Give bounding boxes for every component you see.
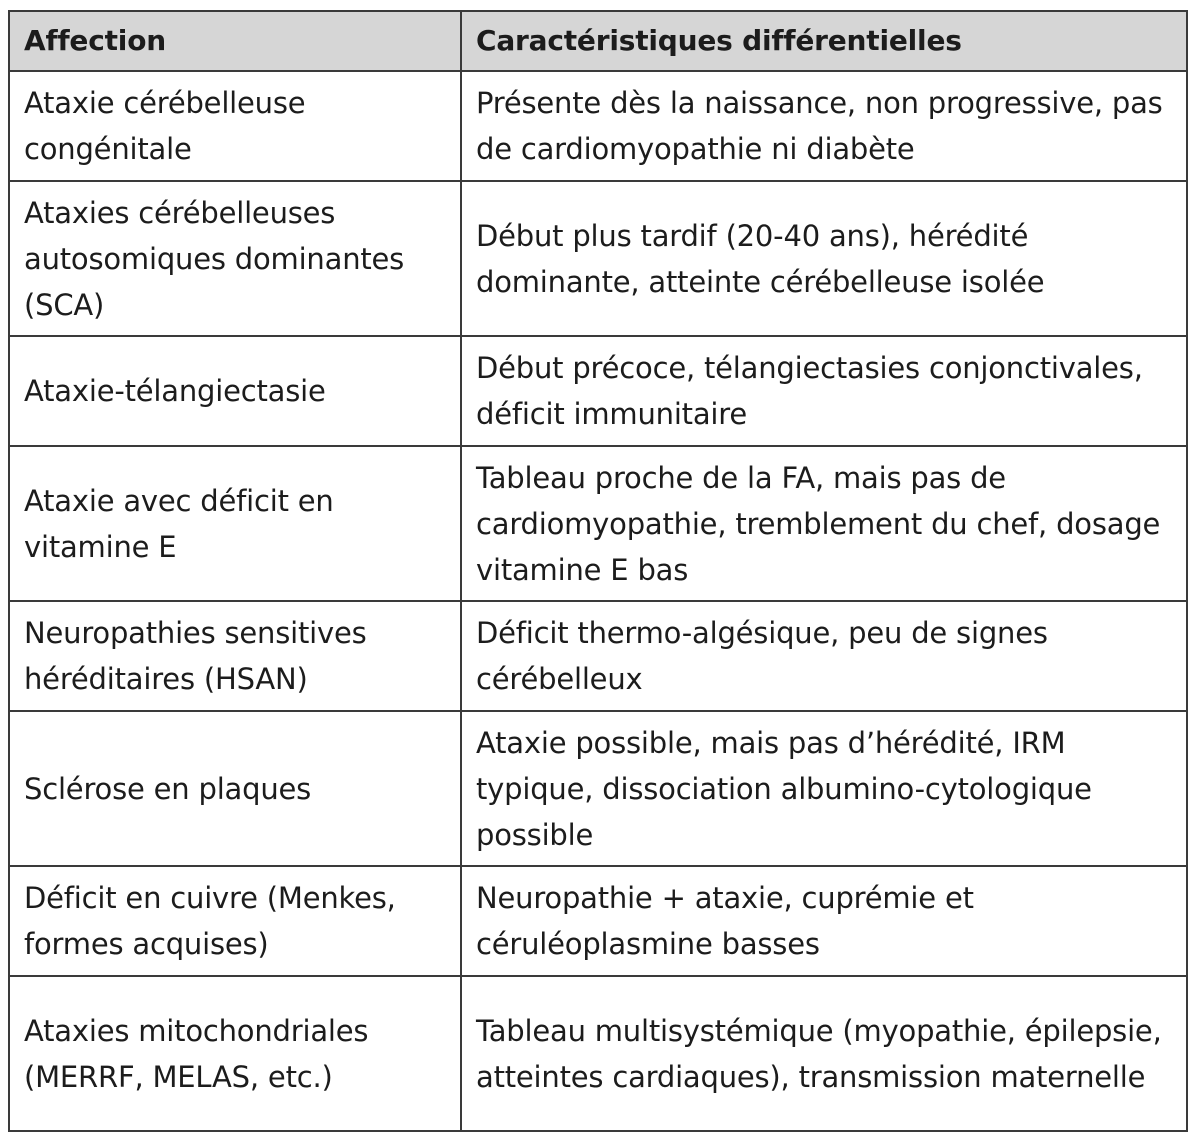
table-row (9, 601, 1187, 711)
differential-table-container (8, 10, 1188, 1132)
table-row (9, 446, 1187, 601)
cell-affection: Ataxie cérébelleuse congénitale (9, 71, 461, 181)
cell-characteristics: Ataxie possible, mais pas d’hérédité, IRM typique, dissociation albumino-cytologique possible (461, 711, 1187, 866)
cell-characteristics: Début précoce, télangiectasies conjonctivales, déficit immunitaire (461, 336, 1187, 446)
cell-affection: Ataxie avec déficit en vitamine E (9, 446, 461, 601)
cell-characteristics: Tableau multisystémique (myopathie, épilepsie, atteintes cardiaques), transmission maternelle (461, 976, 1187, 1131)
column-header-characteristics: Caractéristiques différentielles (461, 11, 1187, 71)
cell-characteristics: Début plus tardif (20-40 ans), hérédité dominante, atteinte cérébelleuse isolée (461, 181, 1187, 336)
cell-characteristics: Présente dès la naissance, non progressive, pas de cardiomyopathie ni diabète (461, 71, 1187, 181)
cell-affection: Ataxie-télangiectasie (9, 336, 461, 446)
table-row (9, 866, 1187, 976)
column-header-affection: Affection (9, 11, 461, 71)
cell-characteristics: Neuropathie + ataxie, cuprémie et céruléoplasmine basses (461, 866, 1187, 976)
cell-characteristics: Tableau proche de la FA, mais pas de cardiomyopathie, tremblement du chef, dosage vitamine E bas (461, 446, 1187, 601)
table-row (9, 976, 1187, 1131)
cell-affection: Déficit en cuivre (Menkes, formes acquises) (9, 866, 461, 976)
table-row (9, 71, 1187, 181)
table-row (9, 336, 1187, 446)
table-header-row (9, 11, 1187, 71)
differential-diagnosis-table (8, 10, 1188, 1132)
table-row (9, 711, 1187, 866)
cell-affection: Ataxies mitochondriales (MERRF, MELAS, etc.) (9, 976, 461, 1131)
cell-affection: Ataxies cérébelleuses autosomiques dominantes (SCA) (9, 181, 461, 336)
cell-characteristics: Déficit thermo-algésique, peu de signes cérébelleux (461, 601, 1187, 711)
table-row (9, 181, 1187, 336)
cell-affection: Neuropathies sensitives héréditaires (HSAN) (9, 601, 461, 711)
cell-affection: Sclérose en plaques (9, 711, 461, 866)
